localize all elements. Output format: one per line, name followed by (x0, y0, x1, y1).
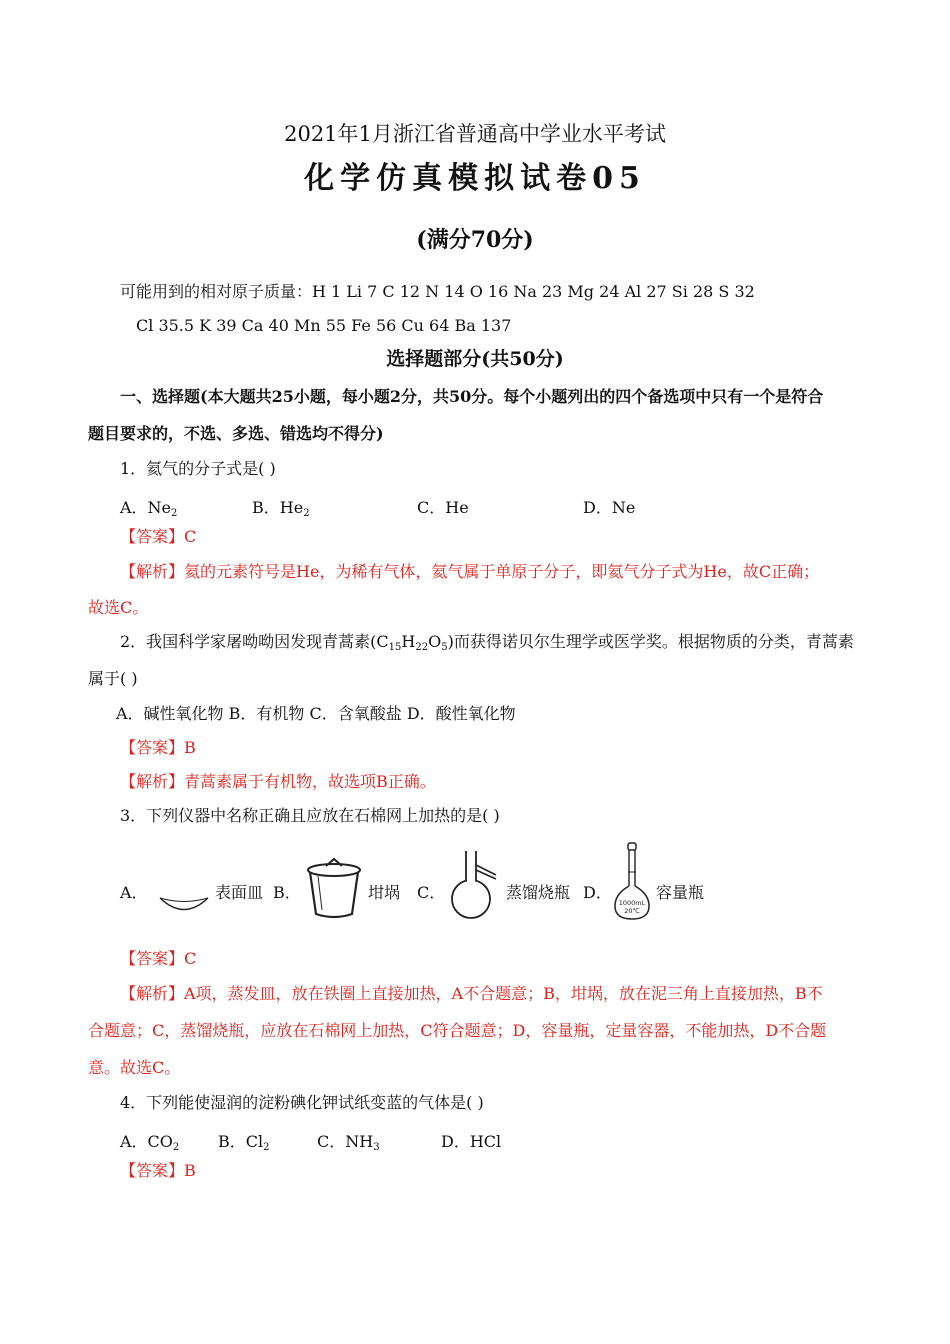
question-3-analysis-3: 意。故选C。 (88, 1058, 181, 1077)
watch-glass-icon (158, 895, 210, 919)
question-3-option-c-letter: C． (417, 883, 446, 902)
question-2-analysis: 【解析】青蒿素属于有机物，故选项B正确。 (120, 772, 436, 791)
question-3-option-d-letter: D． (583, 883, 612, 902)
question-2-stem: 2．我国科学家屠呦呦因发现青蒿素$(C_{15}H_{22}O_5)$而获得诺贝尔生理学或医学奖。根据物质的分类，青蒿素 (120, 632, 854, 653)
question-4-option-c: C．$NH_3$ (317, 1132, 380, 1153)
question-3-option-a-letter: A． (120, 883, 148, 902)
question-3-analysis-2: 合题意；C，蒸馏烧瓶，应放在石棉网上加热，C符合题意；D，容量瓶，定量容器，不能加热，D不合题 (88, 1021, 827, 1040)
question-3-option-d-label: 容量瓶 (656, 883, 705, 902)
question-2-stem-2: 属于( ) (88, 669, 138, 688)
question-1-option-b: B．$He_2$ (252, 498, 310, 519)
question-1-analysis-2: 故选C。 (88, 598, 149, 617)
atomic-masses-line-1: 可能用到的相对原子质量：H 1 Li 7 C 12 N 14 O 16 Na 23 Mg 24 Al 27 Si 28 S 32 (120, 282, 755, 301)
question-1-option-c: C．He (417, 498, 469, 517)
question-3-analysis-1: 【解析】A项，蒸发皿，放在铁圈上直接加热，A不合题意；B，坩埚，放在泥三角上直接加热，B不 (120, 984, 823, 1003)
svg-text:20℃: 20℃ (624, 907, 640, 915)
question-2-answer: 【答案】B (120, 738, 196, 757)
atomic-masses-line-2: Cl 35.5 K 39 Ca 40 Mn 55 Fe 56 Cu 64 Ba 137 (136, 316, 512, 335)
question-3-option-a-label: 表面皿 (215, 883, 264, 902)
question-4-option-a: A．$CO_2$ (120, 1132, 180, 1153)
question-3-stem: 3．下列仪器中名称正确且应放在石棉网上加热的是( ) (120, 806, 500, 825)
question-4-option-b: B．$Cl_2$ (218, 1132, 270, 1153)
question-1-option-d: D．Ne (583, 498, 636, 517)
question-2-options: A．碱性氧化物 B．有机物 C．含氧酸盐 D．酸性氧化物 (116, 704, 516, 723)
question-3-option-b-label: 坩埚 (368, 883, 401, 902)
question-4-answer: 【答案】B (120, 1161, 196, 1180)
exam-title: 化学仿真模拟试卷05 (304, 161, 646, 196)
question-1-option-a: A．$Ne_2$ (120, 498, 178, 519)
question-1-answer: 【答案】C (120, 527, 197, 546)
section-instructions-1: 一、选择题(本大题共25小题，每小题2分，共50分。每个小题列出的四个备选项中只有一个是符合 (120, 387, 824, 406)
question-3-option-b-letter: B． (273, 883, 301, 902)
question-3-answer: 【答案】C (120, 949, 197, 968)
svg-text:1000mL: 1000mL (618, 899, 646, 907)
question-4-option-d: D．HCl (441, 1132, 502, 1151)
volumetric-flask-icon (612, 842, 652, 922)
exam-header: 2021年1月浙江省普通高中学业水平考试 (284, 122, 666, 146)
crucible-icon (304, 856, 364, 920)
question-4-stem: 4．下列能使湿润的淀粉碘化钾试纸变蓝的气体是( ) (120, 1093, 484, 1112)
question-1-analysis-1: 【解析】氦的元素符号是He，为稀有气体，氦气属于单原子分子，即氦气分子式为He，故C正确； (120, 562, 820, 581)
question-1-stem: 1．氦气的分子式是( ) (120, 459, 276, 478)
question-3-option-c-label: 蒸馏烧瓶 (506, 883, 571, 902)
section-title: 选择题部分(共50分) (386, 348, 564, 370)
distillation-flask-icon (446, 849, 498, 921)
score-info: (满分70分) (416, 227, 534, 253)
section-instructions-2: 题目要求的，不选、多选、错选均不得分) (88, 424, 384, 443)
